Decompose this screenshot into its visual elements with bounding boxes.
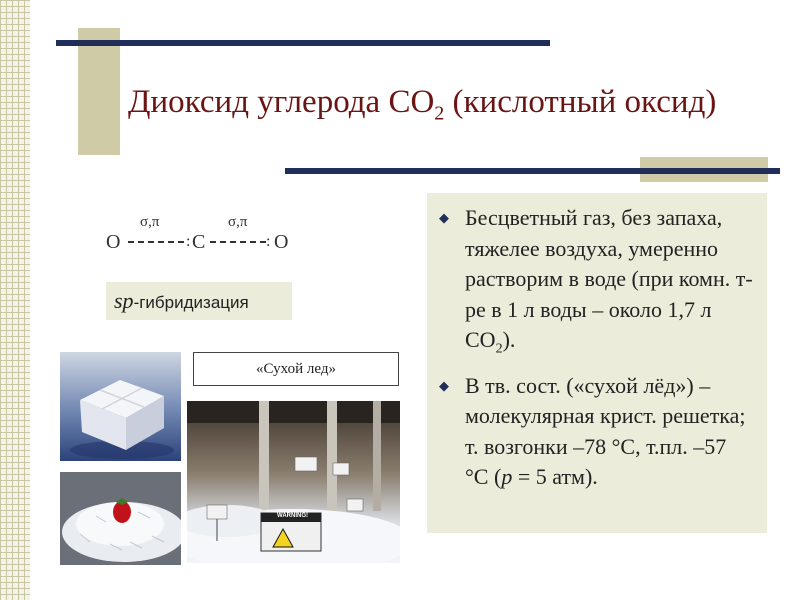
top-rule: [56, 40, 550, 46]
atom-oxygen-right: O: [274, 231, 289, 253]
property-2-pressure-symbol: p: [501, 464, 513, 490]
property-1-text: Бесцветный газ, без запаха, тяжелее воздуха, умеренно растворим в воде (при комн. т-ре в 1 л воды – около 1,7 л CO: [465, 205, 753, 352]
decorative-grid-strip: [0, 0, 30, 600]
title-accent-block: [78, 28, 120, 155]
dry-ice-cube-graphic: [60, 352, 181, 461]
dry-ice-cube-photo: [60, 352, 181, 461]
title-subscript: 2: [434, 102, 445, 125]
hybridization-suffix: -гибридизация: [133, 293, 249, 312]
hybridization-prefix: sp: [114, 288, 134, 313]
atom-carbon: C: [192, 231, 206, 253]
bond-dash-left: [128, 241, 184, 245]
dry-ice-strawberry-photo: [60, 472, 181, 565]
title-tail: (кислотный оксид): [444, 84, 717, 120]
title-main: Диоксид углерода CO: [128, 84, 435, 120]
dry-ice-exhibit-photo: [187, 401, 400, 563]
slide-title: [128, 84, 788, 126]
property-1-tail: ).: [502, 327, 516, 352]
bond-label-right: σ,π: [228, 214, 248, 230]
bond-label-left: σ,π: [140, 214, 160, 230]
bond-dot-right: :: [266, 233, 271, 250]
bond-dash-right: [210, 241, 266, 245]
structural-formula: [106, 214, 306, 264]
property-2-tail: = 5 атм).: [512, 464, 598, 490]
dry-ice-caption: «Сухой лед»: [193, 352, 399, 386]
middle-rule: [285, 168, 780, 174]
hybridization-label: [106, 282, 292, 320]
properties-list: [427, 203, 767, 493]
bullet-icon: ◆: [439, 377, 449, 393]
property-item-1: [427, 203, 767, 365]
bond-dot-left: :: [186, 233, 191, 250]
property-1-subscript: 2: [495, 341, 503, 357]
atom-oxygen-left: O: [106, 231, 121, 253]
dry-ice-pellets-graphic: [60, 472, 181, 565]
properties-panel: [427, 193, 767, 533]
bullet-icon: ◆: [439, 210, 449, 225]
property-item-2: [427, 371, 767, 493]
property-2-text: В тв. сост. («сухой лёд») – молекулярная крист. решетка; т. возгонки –78 °С, т.пл. –57 °С (: [465, 372, 746, 490]
exhibit-scene-graphic: [187, 401, 400, 563]
warning-sign-text: WARNING!: [277, 513, 308, 519]
